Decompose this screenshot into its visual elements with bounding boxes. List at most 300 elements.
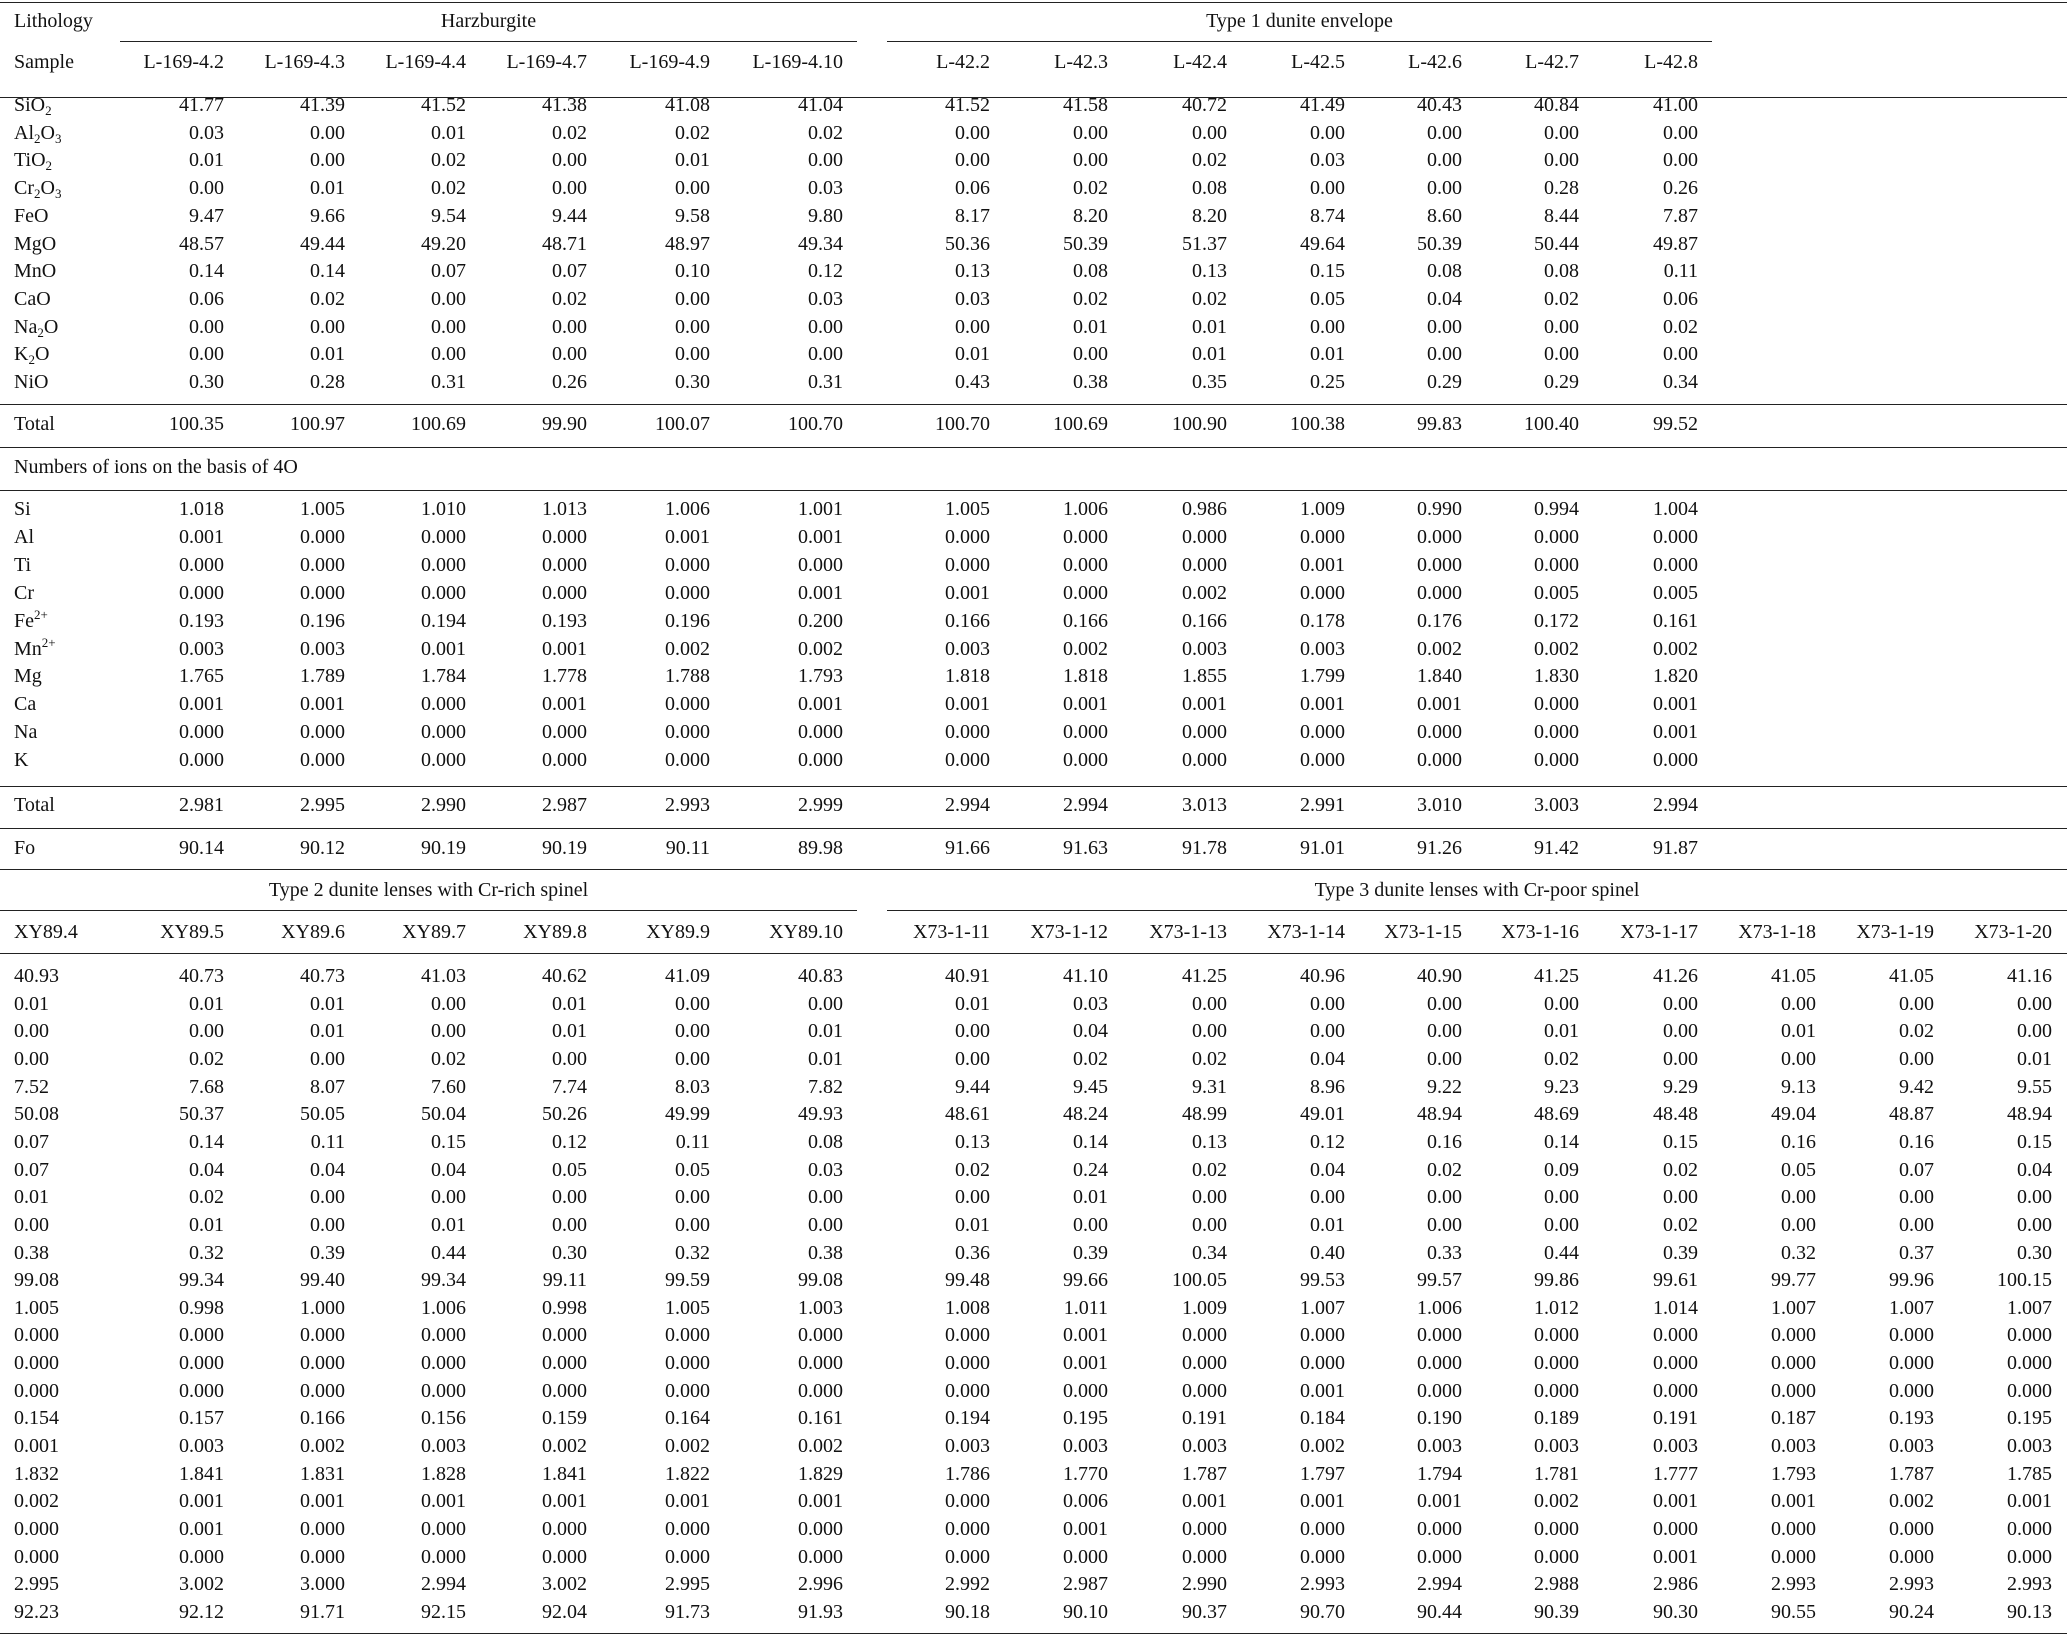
rule-line: [887, 910, 2067, 911]
cell-value: 0.003: [1417, 1435, 1462, 1458]
cell-value: 0.195: [1063, 1407, 1108, 1430]
group-type2-dunite: Type 2 dunite lenses with Cr-rich spinel: [268, 879, 589, 901]
cell-value: 0.36: [955, 1241, 990, 1264]
ion-total-value: 2.991: [1300, 794, 1345, 816]
lithology-label: Lithology: [14, 10, 93, 32]
oxide-value: 9.80: [808, 204, 843, 227]
cell-value: 7.60: [431, 1075, 466, 1098]
cell-value: 0.002: [14, 1490, 59, 1513]
ion-value: 0.000: [1534, 525, 1579, 548]
fo-value: 91.63: [1063, 837, 1108, 859]
cell-value: 0.00: [2017, 1020, 2052, 1043]
oxide-value: 0.06: [955, 177, 990, 200]
ion-value: 0.002: [1653, 637, 1698, 660]
oxide-value: 0.01: [189, 149, 224, 172]
cell-value: 49.04: [1771, 1103, 1816, 1126]
ion-total-value: 2.990: [421, 794, 466, 816]
oxide-value: 0.01: [310, 177, 345, 200]
cell-value: 0.00: [955, 1186, 990, 1209]
oxide-label: CaO: [14, 287, 51, 310]
oxide-value: 0.00: [675, 343, 710, 366]
oxide-value: 0.13: [1192, 260, 1227, 283]
cell-value: 0.00: [431, 1020, 466, 1043]
cell-value: 0.001: [1653, 1545, 1698, 1568]
sample-label: Sample: [14, 51, 74, 73]
cell-value: 0.02: [1073, 1047, 1108, 1070]
sample-id: L-42.5: [1291, 51, 1345, 73]
sample-id: L-169-4.3: [264, 51, 345, 73]
cell-value: 0.000: [2007, 1545, 2052, 1568]
oxide-value: 41.52: [945, 94, 990, 116]
ion-value: 0.000: [1417, 721, 1462, 744]
oxide-value: 0.06: [1663, 287, 1698, 310]
cell-value: 3.002: [179, 1573, 224, 1596]
cell-value: 0.05: [1781, 1158, 1816, 1181]
cell-value: 0.002: [798, 1435, 843, 1458]
cell-value: 0.01: [189, 992, 224, 1015]
cell-value: 0.000: [421, 1545, 466, 1568]
sample-id: XY89.5: [160, 921, 224, 943]
oxide-value: 0.02: [310, 287, 345, 310]
cell-value: 0.02: [1663, 1213, 1698, 1236]
ion-value: 0.194: [421, 609, 466, 632]
ion-value: 0.003: [1300, 637, 1345, 660]
oxide-value: 50.39: [1417, 232, 1462, 255]
cell-value: 0.00: [1192, 992, 1227, 1015]
cell-value: 2.992: [945, 1573, 990, 1596]
cell-value: 41.05: [1771, 965, 1816, 987]
ions-heading: Numbers of ions on the basis of 4O: [14, 456, 298, 478]
cell-value: 92.15: [421, 1600, 466, 1623]
oxide-value: 0.00: [189, 315, 224, 338]
cell-value: 0.000: [1534, 1379, 1579, 1402]
ion-value: 0.002: [1063, 637, 1108, 660]
cell-value: 2.996: [798, 1573, 843, 1596]
cell-value: 1.829: [798, 1462, 843, 1485]
cell-value: 0.02: [1899, 1020, 1934, 1043]
cell-value: 0.001: [1063, 1324, 1108, 1347]
ion-value: 0.001: [179, 525, 224, 548]
ion-value: 0.000: [798, 749, 843, 772]
cell-value: 2.993: [1889, 1573, 1934, 1596]
sample-id: X73-1-15: [1384, 921, 1462, 943]
cell-value: 0.32: [1781, 1241, 1816, 1264]
cell-value: 40.91: [945, 965, 990, 987]
cell-value: 0.000: [542, 1518, 587, 1540]
cell-value: 0.000: [1417, 1518, 1462, 1540]
oxide-value: 0.01: [310, 343, 345, 366]
cell-value: 0.003: [179, 1435, 224, 1458]
ion-value: 0.000: [945, 525, 990, 548]
oxide-label: FeO: [14, 204, 49, 227]
oxide-value: 9.47: [189, 204, 224, 227]
cell-value: 0.00: [1781, 1047, 1816, 1070]
cell-value: 1.794: [1417, 1462, 1462, 1485]
oxide-value: 0.00: [1663, 343, 1698, 366]
cell-value: 1.787: [1889, 1462, 1934, 1485]
ion-value: 0.002: [665, 637, 710, 660]
ion-value: 0.001: [945, 581, 990, 604]
oxide-value: 0.08: [1073, 260, 1108, 283]
oxide-total-value: 100.38: [1290, 413, 1345, 435]
cell-value: 0.00: [14, 1213, 49, 1236]
fo-value: 91.78: [1182, 837, 1227, 859]
rule-line: [0, 447, 2067, 448]
oxide-value: 0.00: [808, 343, 843, 366]
ion-value: 1.001: [798, 498, 843, 520]
cell-value: 0.000: [14, 1518, 59, 1540]
cell-value: 0.07: [1899, 1158, 1934, 1181]
cell-value: 0.000: [300, 1518, 345, 1540]
fo-label: Fo: [14, 837, 36, 859]
cell-value: 40.73: [179, 965, 224, 987]
cell-value: 0.32: [675, 1241, 710, 1264]
cell-value: 1.008: [945, 1296, 990, 1319]
cell-value: 0.191: [1182, 1407, 1227, 1430]
oxide-value: 0.28: [310, 371, 345, 393]
ion-value: 0.166: [945, 609, 990, 632]
ion-value: 1.018: [179, 498, 224, 520]
oxide-value: 0.03: [1310, 149, 1345, 172]
oxide-value: 0.02: [431, 149, 466, 172]
ion-value: 0.000: [421, 693, 466, 716]
cell-value: 0.000: [300, 1324, 345, 1347]
rule-line: [0, 910, 857, 911]
cell-value: 0.04: [1310, 1047, 1345, 1070]
cell-value: 0.00: [1781, 1186, 1816, 1209]
ion-value: 0.000: [542, 553, 587, 576]
sample-id: L-169-4.10: [752, 51, 843, 73]
cell-value: 0.001: [542, 1490, 587, 1513]
cell-value: 2.994: [421, 1573, 466, 1596]
oxide-label: TiO$_2$: [14, 149, 53, 174]
cell-value: 0.000: [1534, 1518, 1579, 1540]
oxide-total-value: 99.83: [1417, 413, 1462, 435]
cell-value: 0.30: [2017, 1241, 2052, 1264]
cell-value: 0.000: [1889, 1352, 1934, 1375]
oxide-value: 0.00: [1427, 149, 1462, 172]
oxide-value: 0.05: [1310, 287, 1345, 310]
ion-value: 0.000: [179, 553, 224, 576]
oxide-value: 41.49: [1300, 94, 1345, 116]
ion-value: 0.200: [798, 609, 843, 632]
oxide-value: 49.44: [300, 232, 345, 255]
cell-value: 0.000: [1771, 1545, 1816, 1568]
cell-value: 41.10: [1063, 965, 1108, 987]
cell-value: 0.13: [955, 1130, 990, 1153]
ion-value: 0.000: [1182, 553, 1227, 576]
oxide-value: 48.97: [665, 232, 710, 255]
oxide-value: 0.10: [675, 260, 710, 283]
ion-value: 1.778: [542, 665, 587, 688]
cell-value: 0.00: [14, 1020, 49, 1043]
ion-value: 0.000: [665, 693, 710, 716]
oxide-value: 0.00: [1310, 315, 1345, 338]
oxide-value: 41.52: [421, 94, 466, 116]
ion-value: 0.000: [300, 525, 345, 548]
cell-value: 0.000: [1653, 1518, 1698, 1540]
cell-value: 0.998: [179, 1296, 224, 1319]
ion-value: 0.003: [300, 637, 345, 660]
cell-value: 0.001: [421, 1490, 466, 1513]
cell-value: 0.000: [1182, 1379, 1227, 1402]
ion-value: 0.000: [1063, 581, 1108, 604]
cell-value: 0.002: [665, 1435, 710, 1458]
ion-value: 1.818: [945, 665, 990, 688]
cell-value: 0.000: [421, 1379, 466, 1402]
cell-value: 0.00: [1427, 1020, 1462, 1043]
cell-value: 0.30: [552, 1241, 587, 1264]
cell-value: 0.000: [14, 1324, 59, 1347]
sample-id: L-42.2: [936, 51, 990, 73]
cell-value: 0.00: [675, 1020, 710, 1043]
fo-value: 91.01: [1300, 837, 1345, 859]
cell-value: 0.00: [675, 1047, 710, 1070]
rule-line: [120, 41, 857, 42]
cell-value: 0.000: [542, 1352, 587, 1375]
cell-value: 99.86: [1534, 1269, 1579, 1292]
oxide-value: 0.00: [1544, 149, 1579, 172]
cell-value: 0.001: [179, 1518, 224, 1540]
ion-value: 0.001: [1653, 693, 1698, 716]
cell-value: 0.166: [300, 1407, 345, 1430]
cell-value: 7.74: [552, 1075, 587, 1098]
oxide-label: MnO: [14, 260, 57, 283]
ion-value: 0.000: [1182, 721, 1227, 744]
cell-value: 0.03: [808, 1158, 843, 1181]
cell-value: 0.187: [1771, 1407, 1816, 1430]
cell-value: 0.01: [310, 992, 345, 1015]
ion-value: 0.000: [1300, 749, 1345, 772]
cell-value: 0.13: [1192, 1130, 1227, 1153]
oxide-value: 0.02: [1073, 177, 1108, 200]
ion-value: 0.000: [1534, 693, 1579, 716]
cell-value: 0.00: [1544, 992, 1579, 1015]
ion-value: 1.010: [421, 498, 466, 520]
cell-value: 0.02: [955, 1158, 990, 1181]
rule-line: [0, 869, 2067, 870]
fo-value: 90.14: [179, 837, 224, 859]
ion-value: 1.009: [1300, 498, 1345, 520]
oxide-value: 0.31: [808, 371, 843, 393]
cell-value: 0.04: [2017, 1158, 2052, 1181]
ion-value: 0.166: [1182, 609, 1227, 632]
oxide-value: 0.00: [431, 343, 466, 366]
cell-value: 90.44: [1417, 1600, 1462, 1623]
cell-value: 0.000: [1182, 1352, 1227, 1375]
cell-value: 0.001: [14, 1435, 59, 1458]
oxide-value: 48.57: [179, 232, 224, 255]
cell-value: 91.71: [300, 1600, 345, 1623]
cell-value: 49.01: [1300, 1103, 1345, 1126]
oxide-value: 0.06: [189, 287, 224, 310]
cell-value: 0.01: [1781, 1020, 1816, 1043]
oxide-value: 49.64: [1300, 232, 1345, 255]
cell-value: 0.001: [1063, 1518, 1108, 1540]
cell-value: 0.38: [14, 1241, 49, 1264]
oxide-value: 0.00: [1427, 121, 1462, 144]
oxide-value: 0.00: [1427, 343, 1462, 366]
ion-value: 1.005: [300, 498, 345, 520]
cell-value: 9.45: [1073, 1075, 1108, 1098]
cell-value: 40.93: [14, 965, 59, 987]
cell-value: 50.05: [300, 1103, 345, 1126]
cell-value: 0.000: [1182, 1324, 1227, 1347]
ion-value: 0.002: [1417, 637, 1462, 660]
cell-value: 0.000: [179, 1545, 224, 1568]
cell-value: 9.31: [1192, 1075, 1227, 1098]
ion-value: 0.001: [1063, 693, 1108, 716]
ion-label: Si: [14, 498, 31, 520]
cell-value: 0.00: [675, 992, 710, 1015]
cell-value: 0.02: [189, 1186, 224, 1209]
cell-value: 0.003: [2007, 1435, 2052, 1458]
ion-value: 1.005: [945, 498, 990, 520]
oxide-value: 40.43: [1417, 94, 1462, 116]
oxide-label: $Al_2O_3$: [14, 121, 62, 146]
cell-value: 48.94: [2007, 1103, 2052, 1126]
ion-value: 0.000: [1534, 721, 1579, 744]
cell-value: 99.57: [1417, 1269, 1462, 1292]
cell-value: 0.00: [1899, 1213, 1934, 1236]
cell-value: 0.000: [1653, 1352, 1698, 1375]
cell-value: 0.39: [1073, 1241, 1108, 1264]
oxide-value: 0.12: [808, 260, 843, 283]
cell-value: 7.82: [808, 1075, 843, 1098]
ion-value: 0.001: [1182, 693, 1227, 716]
oxide-value: 0.00: [1427, 315, 1462, 338]
sample-id: X73-1-12: [1030, 921, 1108, 943]
ion-value: 1.830: [1534, 665, 1579, 688]
oxide-value: 8.74: [1310, 204, 1345, 227]
ion-value: 0.000: [1534, 553, 1579, 576]
oxide-label: $Na_2O$: [14, 315, 59, 340]
sample-id: XY89.8: [523, 921, 587, 943]
cell-value: 0.00: [2017, 992, 2052, 1015]
cell-value: 9.22: [1427, 1075, 1462, 1098]
cell-value: 0.159: [542, 1407, 587, 1430]
total-label: Total: [14, 413, 55, 435]
oxide-value: 0.43: [955, 371, 990, 393]
cell-value: 0.12: [1310, 1130, 1345, 1153]
cell-value: 0.000: [1182, 1518, 1227, 1540]
cell-value: 2.988: [1534, 1573, 1579, 1596]
cell-value: 99.48: [945, 1269, 990, 1292]
ion-value: 0.193: [542, 609, 587, 632]
cell-value: 1.822: [665, 1462, 710, 1485]
cell-value: 1.828: [421, 1462, 466, 1485]
ion-value: 0.000: [1300, 581, 1345, 604]
cell-value: 0.01: [189, 1213, 224, 1236]
oxide-value: 0.00: [431, 315, 466, 338]
cell-value: 0.02: [431, 1047, 466, 1070]
cell-value: 7.68: [189, 1075, 224, 1098]
cell-value: 0.02: [1544, 1047, 1579, 1070]
oxide-value: 41.77: [179, 94, 224, 116]
ion-value: 1.784: [421, 665, 466, 688]
cell-value: 1.009: [1182, 1296, 1227, 1319]
oxide-value: 0.00: [310, 315, 345, 338]
oxide-label: $Cr_2O_3$: [14, 177, 62, 202]
ion-label: Cr: [14, 581, 34, 604]
cell-value: 0.001: [1300, 1490, 1345, 1513]
oxide-value: 0.34: [1663, 371, 1698, 393]
cell-value: 1.777: [1653, 1462, 1698, 1485]
cell-value: 0.000: [665, 1545, 710, 1568]
cell-value: 0.00: [1192, 1186, 1227, 1209]
cell-value: 0.001: [1653, 1490, 1698, 1513]
ion-value: 0.001: [1417, 693, 1462, 716]
cell-value: 1.793: [1771, 1462, 1816, 1485]
oxide-value: 41.38: [542, 94, 587, 116]
cell-value: 99.61: [1653, 1269, 1698, 1292]
cell-value: 0.00: [1899, 1186, 1934, 1209]
ion-value: 0.001: [1653, 721, 1698, 744]
cell-value: 0.00: [310, 1213, 345, 1236]
cell-value: 0.003: [421, 1435, 466, 1458]
cell-value: 41.03: [421, 965, 466, 987]
cell-value: 90.10: [1063, 1600, 1108, 1623]
oxide-value: 41.04: [798, 94, 843, 116]
oxide-value: 0.03: [808, 287, 843, 310]
cell-value: 0.189: [1534, 1407, 1579, 1430]
ion-value: 0.000: [1417, 553, 1462, 576]
cell-value: 0.00: [1899, 992, 1934, 1015]
fo-value: 91.42: [1534, 837, 1579, 859]
ion-value: 0.003: [945, 637, 990, 660]
oxide-value: 0.01: [675, 149, 710, 172]
sample-id: XY89.6: [281, 921, 345, 943]
rule-line: [0, 2, 2067, 3]
cell-value: 92.23: [14, 1600, 59, 1623]
sample-id: XY89.7: [402, 921, 466, 943]
cell-value: 0.001: [798, 1490, 843, 1513]
cell-value: 0.40: [1310, 1241, 1345, 1264]
cell-value: 0.000: [798, 1324, 843, 1347]
cell-value: 99.59: [665, 1269, 710, 1292]
cell-value: 0.34: [1192, 1241, 1227, 1264]
cell-value: 1.006: [1417, 1296, 1462, 1319]
cell-value: 3.000: [300, 1573, 345, 1596]
rule-line: [0, 953, 2067, 954]
oxide-value: 0.02: [1544, 287, 1579, 310]
ion-value: 0.000: [542, 525, 587, 548]
cell-value: 1.006: [421, 1296, 466, 1319]
oxide-value: 0.14: [189, 260, 224, 283]
oxide-value: 8.17: [955, 204, 990, 227]
cell-value: 0.14: [1544, 1130, 1579, 1153]
cell-value: 0.001: [300, 1490, 345, 1513]
cell-value: 0.000: [1300, 1324, 1345, 1347]
cell-value: 0.04: [431, 1158, 466, 1181]
cell-value: 0.44: [1544, 1241, 1579, 1264]
ion-value: 0.178: [1300, 609, 1345, 632]
cell-value: 0.00: [552, 1047, 587, 1070]
cell-value: 0.000: [421, 1324, 466, 1347]
ion-value: 0.000: [421, 581, 466, 604]
ion-value: 0.000: [1300, 525, 1345, 548]
cell-value: 49.93: [798, 1103, 843, 1126]
ion-value: 0.000: [798, 721, 843, 744]
cell-value: 0.05: [552, 1158, 587, 1181]
oxide-value: 0.00: [552, 177, 587, 200]
ion-label: $Fe^{2+}$: [14, 606, 48, 632]
oxide-value: 0.08: [1427, 260, 1462, 283]
cell-value: 7.52: [14, 1075, 49, 1098]
oxide-value: 41.39: [300, 94, 345, 116]
cell-value: 1.005: [14, 1296, 59, 1319]
ion-value: 0.000: [665, 581, 710, 604]
